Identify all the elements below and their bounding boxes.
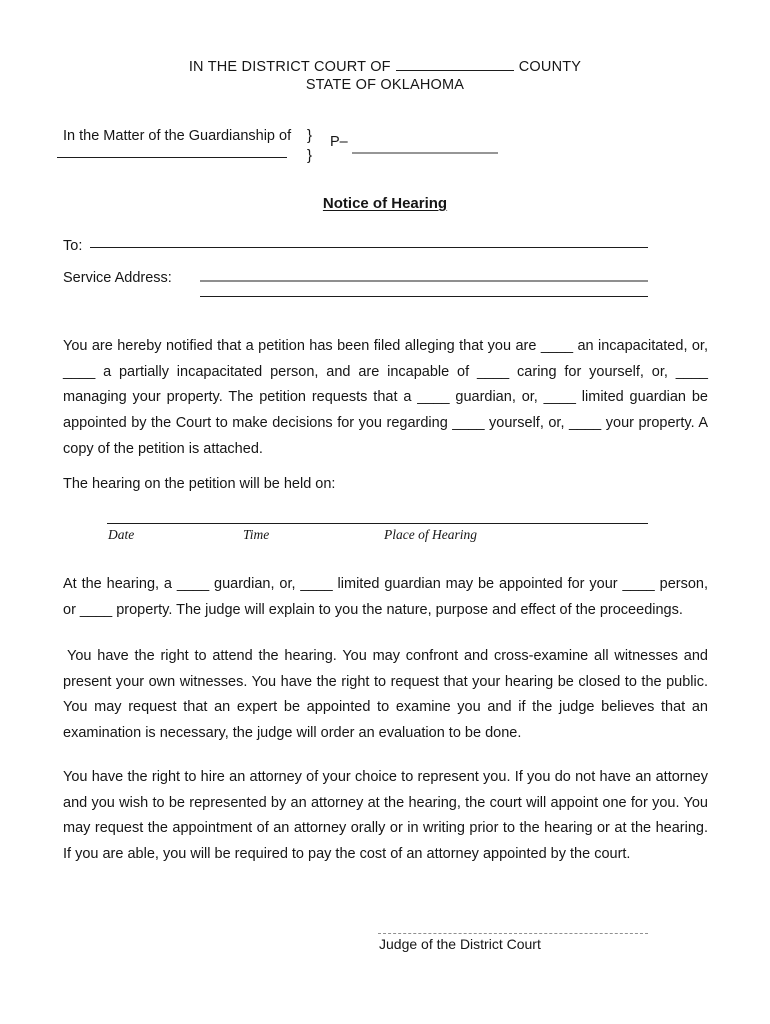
petition-notice-paragraph: You are hereby notified that a petition has been filed alleging that you are ____ an incapacitated, or, ____ a partially incapacitated person, and are incapable of ____ caring for yourself, or, ____ managing your property. The petition requests that a ____ guardian, or, ____ limited guardian be appointed by the Court to make decisions for you regarding ____ yourself, or, ____ your property. A copy of the petition is attached. (63, 338, 708, 457)
ward-name-blank[interactable] (57, 142, 287, 158)
document-title: Notice of Hearing (322, 195, 448, 212)
judge-signature-label: Judge of the District Court (379, 936, 541, 952)
service-address-label: Service Address: (63, 270, 172, 286)
brace-top: } (307, 127, 313, 144)
guardian-appointment-paragraph: At the hearing, a ____ guardian, or, ____ limited guardian may be appointed for your ____ person, or ____ property. The judge will explain to you the nature, purpose and effect of the proceedings. (63, 576, 708, 618)
caption-braces (307, 126, 312, 166)
to-name-blank[interactable] (90, 232, 648, 248)
to-label: To: (63, 238, 83, 254)
brace-bottom: } (307, 147, 313, 164)
attorney-rights-paragraph: You have the right to hire an attorney of your choice to represent you. If you do not have an attorney and you wish to be represented by an attorney at the hearing, the court will appoint one for you. You may request the appointment of an attorney orally or in writing prior to the hearing or at the hearing. If you are able, you will be required to pay the cost of an attorney appointed by the court. (63, 769, 708, 863)
date-column-label: Date (108, 527, 135, 542)
court-header (0, 57, 770, 94)
service-address-blank-line2[interactable] (200, 281, 648, 297)
hearing-rights-paragraph: You have the right to attend the hearing. You may confront and cross-examine all witnesses and present your own witnesses. You have the right to request that your hearing be closed to the public. You may request that an expert be appointed to examine you and if the judge believes that an examination is necessary, the judge will order an evaluation to be done. (63, 648, 708, 742)
court-header-line1 (0, 57, 770, 77)
case-number-blank[interactable] (352, 137, 498, 154)
hearing-column-labels (107, 527, 648, 547)
time-column-label: Time (243, 527, 270, 542)
judge-signature-blank[interactable] (378, 917, 648, 934)
case-number-prefix: P– (330, 134, 348, 150)
state-line: STATE OF OKLAHOMA (305, 76, 465, 93)
hearing-date-time-place-blank[interactable] (107, 507, 648, 524)
service-address-blank-line1[interactable] (200, 265, 648, 282)
matter-label: In the Matter of the Guardianship of (63, 128, 292, 144)
county-suffix: COUNTY (518, 59, 582, 75)
court-name-prefix: IN THE DISTRICT COURT OF (188, 59, 391, 75)
county-name-blank[interactable] (396, 57, 514, 71)
hearing-intro-line: The hearing on the petition will be held on: (63, 476, 336, 492)
place-of-hearing-column-label: Place of Hearing (384, 527, 477, 542)
